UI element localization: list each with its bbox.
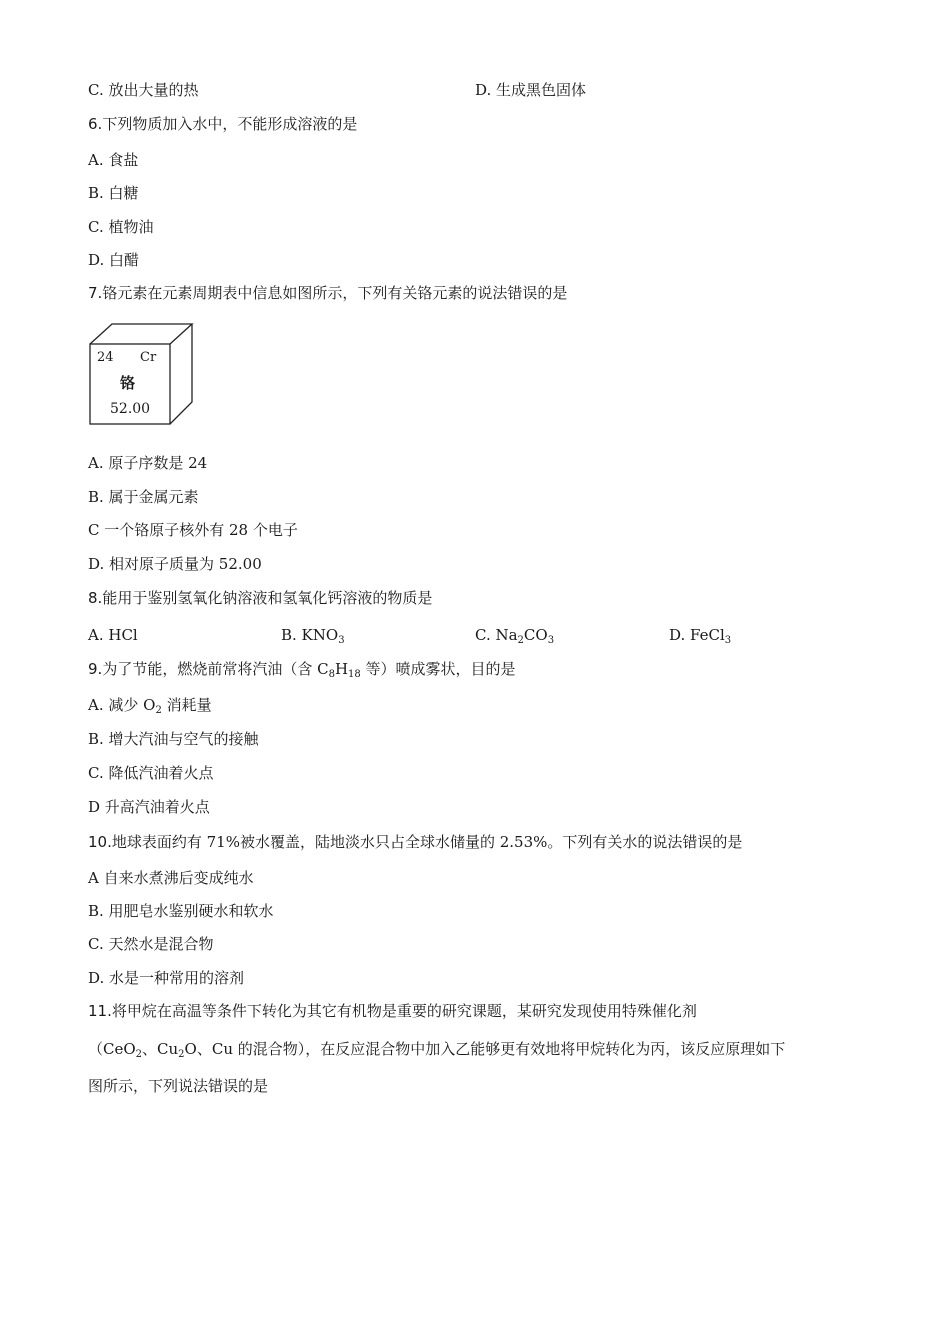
question-11-stem-line3: 图所示，下列说法错误的是 [88, 1077, 269, 1095]
formula-text: C. Na [475, 626, 518, 644]
formula-text: D. FeCl [669, 626, 725, 644]
question-number: 6. [88, 115, 103, 133]
q5-option-d: D. 生成黑色固体 [475, 81, 587, 99]
q9-option-b: B. 增大汽油与空气的接触 [88, 730, 259, 748]
question-text: 下列物质加入水中，不能形成溶液的是 [102, 115, 358, 133]
subscript: 18 [348, 669, 361, 680]
q7-option-a: A. 原子序数是 24 [88, 454, 208, 472]
question-number: 8. [88, 589, 103, 607]
subscript: 3 [547, 635, 555, 646]
question-11-stem-line2 [88, 1039, 785, 1059]
question-10-stem [88, 832, 742, 852]
question-text: 为了节能，燃烧前常将汽油（含 C [102, 660, 329, 678]
formula-text: B. KNO [281, 626, 339, 644]
question-text: 地球表面约有 71%被水覆盖，陆地淡水只占全球水储量的 2.53%。下列有关水的说法错误的是 [111, 833, 743, 851]
q8-option-d [669, 625, 731, 645]
question-text: 等）喷成雾状，目的是 [360, 660, 516, 678]
question-6-stem [88, 114, 357, 134]
q6-option-c: C. 植物油 [88, 218, 154, 236]
question-number: 9. [88, 660, 103, 678]
question-text: 铬元素在元素周期表中信息如图所示，下列有关铬元素的说法错误的是 [102, 284, 568, 302]
element-card-figure [88, 322, 198, 430]
element-name: 铬 [120, 374, 136, 392]
q8-option-a: A. HCl [88, 626, 138, 644]
question-7-stem [88, 283, 567, 303]
question-text: O、Cu 的混合物），在反应混合物中加入乙能够更有效地将甲烷转化为丙，该反应原理如下 [184, 1040, 786, 1058]
question-text: 、Cu [142, 1040, 179, 1058]
q7-option-c: C 一个铬原子核外有 28 个电子 [88, 521, 298, 539]
atomic-number: 24 [97, 350, 114, 365]
q5-option-c: C. 放出大量的热 [88, 81, 199, 99]
question-8-stem [88, 588, 432, 608]
question-text: （CeO [88, 1040, 136, 1058]
subscript: 2 [135, 1049, 143, 1060]
subscript: 2 [155, 705, 162, 716]
option-text: 消耗量 [161, 696, 212, 714]
subscript: 2 [517, 635, 524, 646]
question-number: 11. [88, 1002, 112, 1020]
formula-text: CO [523, 626, 548, 644]
question-text: 将甲烷在高温等条件下转化为其它有机物是重要的研究课题，某研究发现使用特殊催化剂 [111, 1002, 697, 1020]
q10-option-b: B. 用肥皂水鉴别硬水和软水 [88, 902, 274, 920]
atomic-mass: 52.00 [110, 401, 151, 417]
q9-option-a [88, 695, 212, 715]
q9-option-d: D 升高汽油着火点 [88, 798, 210, 816]
question-11-stem [88, 1001, 697, 1021]
question-text: 能用于鉴别氢氧化钠溶液和氢氧化钙溶液的物质是 [102, 589, 433, 607]
q6-option-a: A. 食盐 [88, 151, 139, 169]
subscript: 2 [178, 1049, 185, 1060]
q10-option-a: A 自来水煮沸后变成纯水 [88, 869, 254, 887]
question-number: 10. [88, 833, 112, 851]
subscript: 8 [328, 669, 335, 680]
question-9-stem [88, 659, 516, 679]
q6-option-b: B. 白糖 [88, 184, 139, 202]
element-symbol: Cr [140, 350, 157, 365]
q8-option-c [475, 625, 554, 645]
subscript: 3 [724, 635, 732, 646]
subscript: 3 [338, 635, 345, 646]
question-number: 7. [88, 284, 103, 302]
q9-option-c: C. 降低汽油着火点 [88, 764, 214, 782]
q7-option-b: B. 属于金属元素 [88, 488, 199, 506]
question-text: H [334, 660, 349, 678]
option-text: A. 减少 O [88, 696, 156, 714]
q10-option-c: C. 天然水是混合物 [88, 935, 214, 953]
q10-option-d: D. 水是一种常用的溶剂 [88, 969, 245, 987]
q8-option-b [281, 625, 345, 645]
q7-option-d: D. 相对原子质量为 52.00 [88, 555, 262, 573]
q6-option-d: D. 白醋 [88, 251, 140, 269]
